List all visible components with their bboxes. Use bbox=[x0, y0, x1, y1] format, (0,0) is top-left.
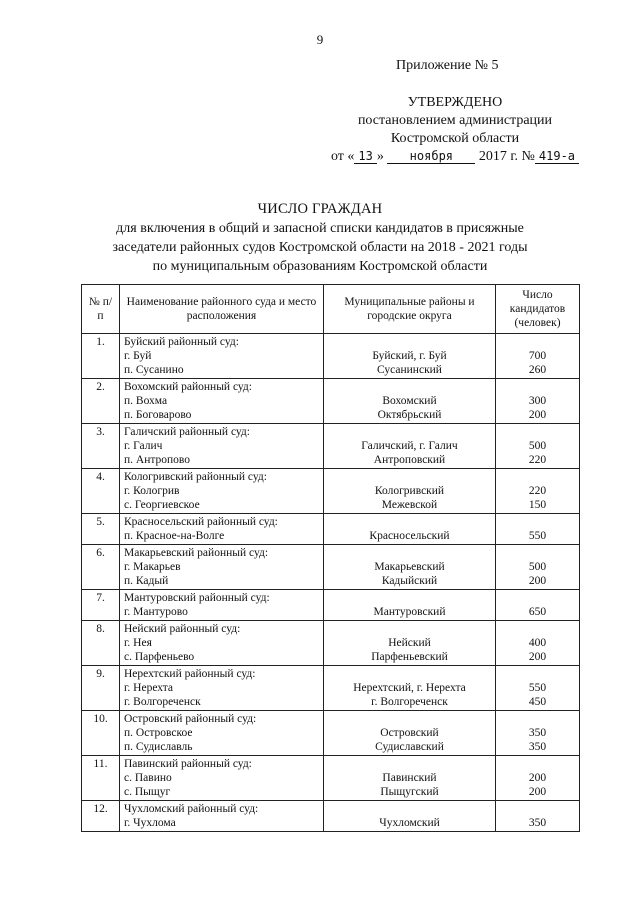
count-cell bbox=[496, 334, 580, 379]
table-row bbox=[82, 424, 580, 469]
court-name: Буйский районный суд: bbox=[124, 336, 239, 348]
court-location: п. Красное-на-Волге bbox=[124, 530, 225, 542]
court-cell bbox=[120, 756, 324, 801]
candidate-count: 350 bbox=[528, 727, 547, 739]
table-row bbox=[82, 379, 580, 424]
count-cell bbox=[496, 711, 580, 756]
court-location: п. Сусанино bbox=[124, 364, 184, 376]
court-name: Нерехтский районный суд: bbox=[124, 668, 256, 680]
municipality-name: Галичский, г. Галич bbox=[361, 440, 458, 452]
count-cell bbox=[496, 621, 580, 666]
court-cell bbox=[120, 545, 324, 590]
count-cell bbox=[496, 666, 580, 711]
spacer bbox=[500, 380, 575, 394]
table-row bbox=[82, 711, 580, 756]
court-name: Мантуровский районный суд: bbox=[124, 592, 270, 604]
row-number: 1. bbox=[82, 334, 120, 379]
court-name: Макарьевский районный суд: bbox=[124, 547, 269, 559]
header-municipality: Муниципальные районы и городские округа bbox=[324, 285, 496, 334]
candidate-count: 300 bbox=[528, 395, 547, 407]
decree-number: 419-а bbox=[535, 149, 579, 164]
candidate-count: 700 bbox=[528, 350, 547, 362]
candidate-count: 500 bbox=[528, 440, 547, 452]
court-location: г. Нерехта bbox=[124, 682, 174, 694]
row-number: 2. bbox=[82, 379, 120, 424]
candidate-count: 260 bbox=[528, 364, 547, 376]
municipality-name: г. Волгореченск bbox=[371, 696, 448, 708]
row-number: 6. bbox=[82, 545, 120, 590]
court-location: с. Парфеньево bbox=[124, 651, 195, 663]
municipality-name: Павинский bbox=[382, 772, 437, 784]
court-location: г. Галич bbox=[124, 440, 163, 452]
count-cell bbox=[496, 801, 580, 832]
municipality-name: Островский bbox=[380, 727, 439, 739]
court-cell bbox=[120, 334, 324, 379]
municipality-cell bbox=[324, 801, 496, 832]
spacer bbox=[500, 712, 575, 726]
municipality-name: Парфеньевский bbox=[371, 651, 448, 663]
court-location: г. Мантурово bbox=[124, 606, 188, 618]
municipality-name: Октябрьский bbox=[377, 409, 442, 421]
candidate-count: 550 bbox=[528, 530, 547, 542]
municipality-name: Сусанинский bbox=[377, 364, 442, 376]
court-location: с. Георгиевское bbox=[124, 499, 200, 511]
date-day: 13 bbox=[354, 149, 376, 164]
approval-block bbox=[330, 94, 580, 166]
count-cell bbox=[496, 590, 580, 621]
spacer bbox=[328, 802, 491, 816]
spacer bbox=[328, 591, 491, 605]
approval-line-2: Костромской области bbox=[390, 131, 520, 146]
court-location: г. Кологрив bbox=[124, 485, 180, 497]
table-row bbox=[82, 590, 580, 621]
date-prefix: от « bbox=[330, 149, 355, 164]
date-month: ноября bbox=[387, 149, 475, 164]
court-name: Красносельский районный суд: bbox=[124, 516, 278, 528]
candidates-table bbox=[81, 284, 580, 832]
table-row bbox=[82, 469, 580, 514]
spacer bbox=[500, 470, 575, 484]
header-court: Наименование районного суда и место расположения bbox=[120, 285, 324, 334]
municipality-cell bbox=[324, 514, 496, 545]
document-title bbox=[0, 200, 640, 276]
municipality-name: Кадыйский bbox=[381, 575, 438, 587]
court-location: г. Нея bbox=[124, 637, 152, 649]
table-body bbox=[82, 334, 580, 832]
spacer bbox=[328, 515, 491, 529]
court-location: с. Павино bbox=[124, 772, 172, 784]
court-location: г. Макарьев bbox=[124, 561, 181, 573]
municipality-name: Буйский, г. Буй bbox=[372, 350, 447, 362]
count-cell bbox=[496, 756, 580, 801]
candidate-count: 450 bbox=[528, 696, 547, 708]
candidate-count: 650 bbox=[528, 606, 547, 618]
court-cell bbox=[120, 379, 324, 424]
spacer bbox=[500, 591, 575, 605]
spacer bbox=[500, 667, 575, 681]
court-location: г. Чухлома bbox=[124, 817, 176, 829]
municipality-cell bbox=[324, 621, 496, 666]
title-line-1: ЧИСЛО ГРАЖДАН bbox=[257, 201, 383, 217]
municipality-cell bbox=[324, 469, 496, 514]
court-cell bbox=[120, 666, 324, 711]
court-name: Нейский районный суд: bbox=[124, 623, 241, 635]
spacer bbox=[500, 425, 575, 439]
row-number: 9. bbox=[82, 666, 120, 711]
row-number: 7. bbox=[82, 590, 120, 621]
candidate-count: 550 bbox=[528, 682, 547, 694]
court-name: Галичский районный суд: bbox=[124, 426, 250, 438]
spacer bbox=[328, 712, 491, 726]
spacer bbox=[328, 470, 491, 484]
court-cell bbox=[120, 469, 324, 514]
count-cell bbox=[496, 514, 580, 545]
spacer bbox=[328, 667, 491, 681]
table-row bbox=[82, 756, 580, 801]
court-location: п. Кадый bbox=[124, 575, 169, 587]
municipality-cell bbox=[324, 424, 496, 469]
municipality-cell bbox=[324, 711, 496, 756]
spacer bbox=[328, 622, 491, 636]
date-mid: » bbox=[376, 149, 384, 164]
title-line-3: заседатели районных судов Костромской области на 2018 - 2021 годы bbox=[112, 240, 528, 255]
spacer bbox=[500, 546, 575, 560]
court-location: п. Боговарово bbox=[124, 409, 192, 421]
candidate-count: 200 bbox=[528, 651, 547, 663]
candidate-count: 500 bbox=[528, 561, 547, 573]
municipality-name: Судиславский bbox=[375, 741, 444, 753]
court-name: Вохомский районный суд: bbox=[124, 381, 252, 393]
court-location: п. Островское bbox=[124, 727, 193, 739]
candidate-count: 350 bbox=[528, 741, 547, 753]
municipality-name: Чухломский bbox=[379, 817, 440, 829]
candidate-count: 200 bbox=[528, 409, 547, 421]
municipality-name: Межевской bbox=[381, 499, 438, 511]
table-row bbox=[82, 666, 580, 711]
court-name: Чухломский районный суд: bbox=[124, 803, 259, 815]
row-number: 10. bbox=[82, 711, 120, 756]
approval-line-1: постановлением администрации bbox=[357, 113, 553, 128]
municipality-cell bbox=[324, 379, 496, 424]
municipality-name: Красносельский bbox=[369, 530, 450, 542]
table-row bbox=[82, 621, 580, 666]
count-cell bbox=[496, 545, 580, 590]
approval-date-line bbox=[330, 148, 580, 166]
row-number: 4. bbox=[82, 469, 120, 514]
municipality-cell bbox=[324, 756, 496, 801]
title-line-4: по муниципальным образованиям Костромской области bbox=[152, 259, 488, 274]
municipality-name: Макарьевский bbox=[374, 561, 445, 573]
municipality-name: Пыщугский bbox=[380, 786, 439, 798]
header-count: Число кандидатов (человек) bbox=[496, 285, 580, 334]
candidate-count: 200 bbox=[528, 786, 547, 798]
spacer bbox=[328, 335, 491, 349]
candidate-count: 220 bbox=[528, 485, 547, 497]
candidate-count: 200 bbox=[528, 772, 547, 784]
municipality-name: Мантуровский bbox=[373, 606, 446, 618]
spacer bbox=[500, 335, 575, 349]
court-location: п. Антропово bbox=[124, 454, 191, 466]
candidate-count: 150 bbox=[528, 499, 547, 511]
court-cell bbox=[120, 711, 324, 756]
candidate-count: 220 bbox=[528, 454, 547, 466]
municipality-name: Кологривский bbox=[374, 485, 445, 497]
approved-heading: УТВЕРЖДЕНО bbox=[407, 95, 503, 110]
row-number: 3. bbox=[82, 424, 120, 469]
row-number: 11. bbox=[82, 756, 120, 801]
candidate-count: 350 bbox=[528, 817, 547, 829]
court-location: п. Вохма bbox=[124, 395, 168, 407]
court-name: Кологривский районный суд: bbox=[124, 471, 267, 483]
court-location: г. Волгореченск bbox=[124, 696, 201, 708]
table-row bbox=[82, 545, 580, 590]
spacer bbox=[500, 515, 575, 529]
municipality-name: Нейский bbox=[388, 637, 431, 649]
municipality-cell bbox=[324, 590, 496, 621]
spacer bbox=[328, 546, 491, 560]
appendix-label: Приложение № 5 bbox=[396, 58, 499, 73]
count-cell bbox=[496, 469, 580, 514]
count-cell bbox=[496, 424, 580, 469]
municipality-name: Нерехтский, г. Нерехта bbox=[353, 682, 466, 694]
municipality-cell bbox=[324, 666, 496, 711]
court-cell bbox=[120, 514, 324, 545]
court-name: Павинский районный суд: bbox=[124, 758, 252, 770]
header-num: № п/п bbox=[82, 285, 120, 334]
municipality-cell bbox=[324, 334, 496, 379]
court-cell bbox=[120, 590, 324, 621]
spacer bbox=[500, 757, 575, 771]
row-number: 8. bbox=[82, 621, 120, 666]
table-row bbox=[82, 514, 580, 545]
spacer bbox=[328, 425, 491, 439]
court-cell bbox=[120, 621, 324, 666]
municipality-name: Вохомский bbox=[382, 395, 437, 407]
court-location: п. Судиславль bbox=[124, 741, 193, 753]
table-header-row bbox=[82, 285, 580, 334]
table-row bbox=[82, 801, 580, 832]
municipality-name: Антроповский bbox=[373, 454, 446, 466]
count-cell bbox=[496, 379, 580, 424]
candidate-count: 200 bbox=[528, 575, 547, 587]
table-row bbox=[82, 334, 580, 379]
date-year: 2017 г. № bbox=[478, 149, 535, 164]
municipality-cell bbox=[324, 545, 496, 590]
court-name: Островский районный суд: bbox=[124, 713, 257, 725]
spacer bbox=[328, 757, 491, 771]
spacer bbox=[328, 380, 491, 394]
court-cell bbox=[120, 424, 324, 469]
spacer bbox=[500, 622, 575, 636]
title-line-2: для включения в общий и запасной списки кандидатов в присяжные bbox=[116, 221, 524, 236]
page-number: 9 bbox=[316, 32, 324, 47]
spacer bbox=[500, 802, 575, 816]
court-cell bbox=[120, 801, 324, 832]
row-number: 12. bbox=[82, 801, 120, 832]
row-number: 5. bbox=[82, 514, 120, 545]
court-location: с. Пыщуг bbox=[124, 786, 171, 798]
court-location: г. Буй bbox=[124, 350, 152, 362]
candidate-count: 400 bbox=[528, 637, 547, 649]
